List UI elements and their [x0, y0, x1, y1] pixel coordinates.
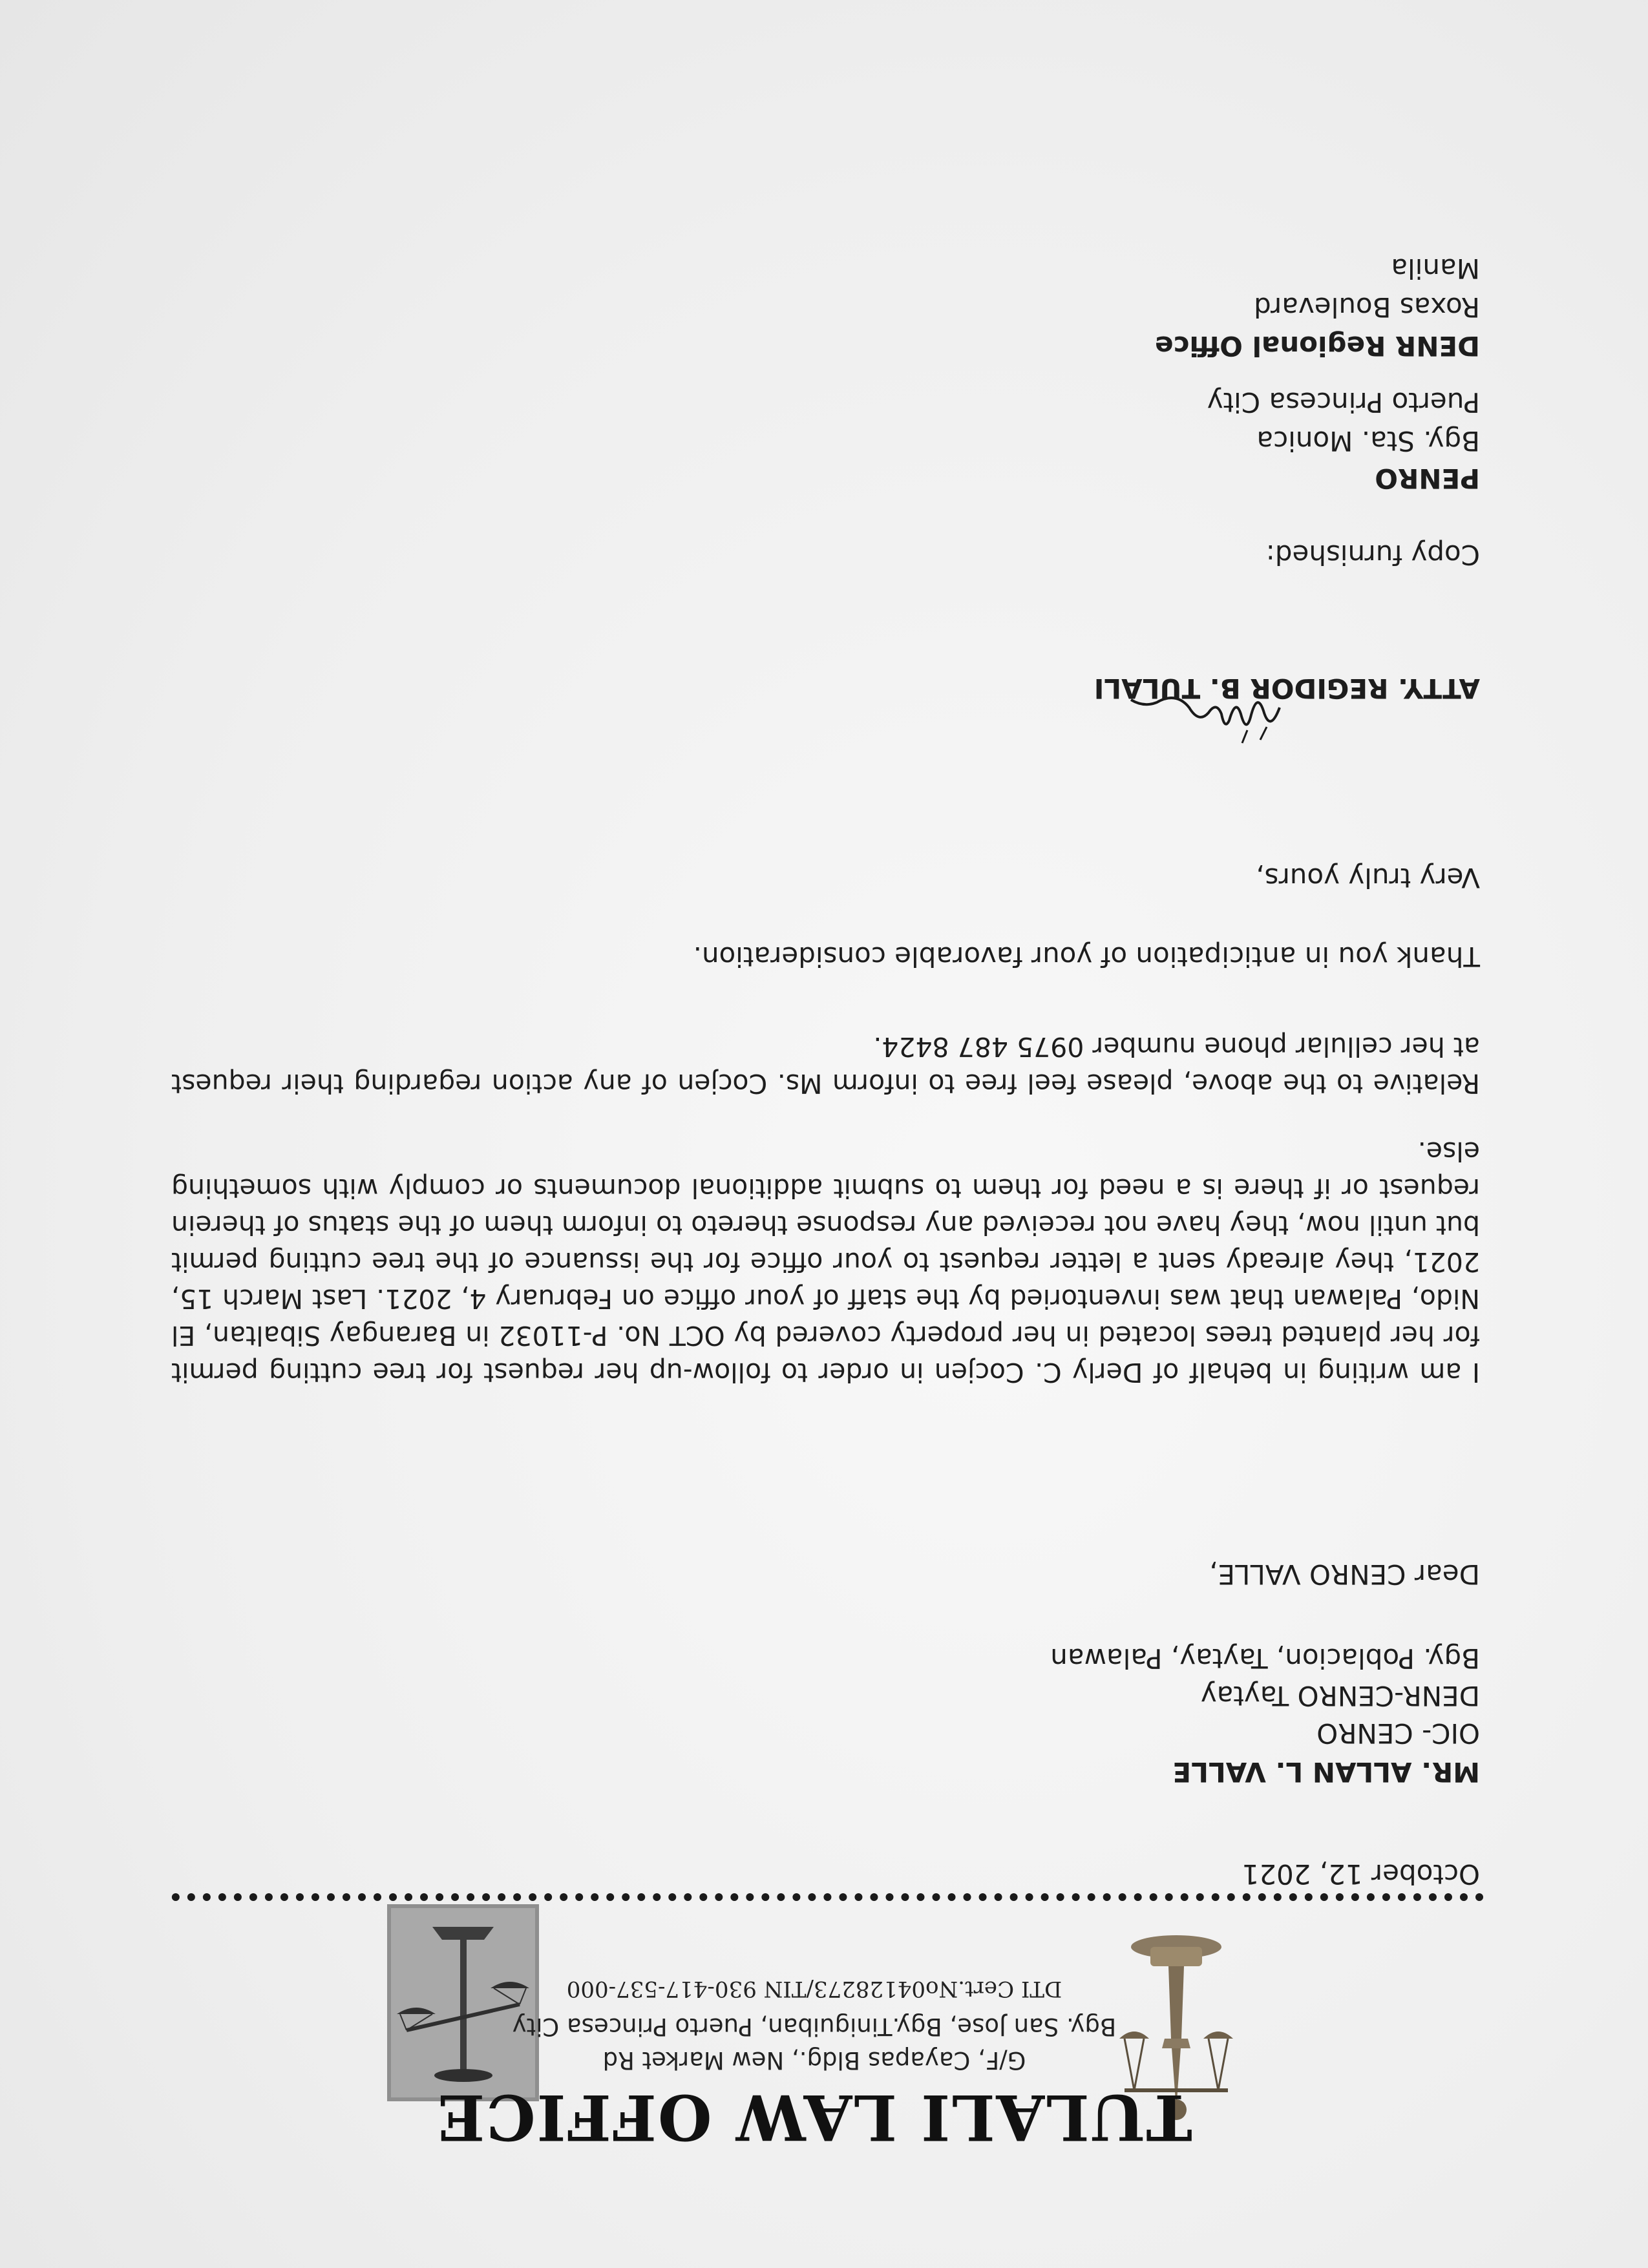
- recipient-office: DENR-CENRO Taytay: [1200, 1680, 1480, 1712]
- cc-recipient-address: Bgy. Sta. Monica: [1256, 425, 1480, 457]
- cc-recipient-address: Roxas Boulevard: [1254, 291, 1480, 323]
- cc-recipient-city: Puerto Princesa City: [1207, 386, 1480, 418]
- recipient-name: MR. ALLAN L. VALLE: [1172, 1756, 1480, 1788]
- letterhead-cert-line: DTI Cert.No04128273/TIN 930-417-537-000: [566, 1976, 1062, 2002]
- salutation: Dear CENRO VALLE,: [1209, 1559, 1480, 1590]
- cc-recipient-name: DENR Regional Office: [1155, 330, 1480, 362]
- letterhead-address-line1: G/F, Cayapas Bldg., New Market Rd: [602, 2046, 1026, 2074]
- closing-line: Very truly yours,: [1256, 862, 1480, 894]
- cc-recipient-name: PENRO: [1375, 463, 1480, 494]
- copy-furnished-label: Copy furnished:: [1265, 539, 1480, 571]
- body-paragraph: I am writing in behalf of Derly C. Cocjen in order to follow-up her request for tree cutting permit for her planted trees located in her property covered by OCT No. P-11032 in Barangay Sibaltan, El Nido, Palawan that was inventoried by the staff of your office on February 4, 2021. Last March 15, 2021, they already sent a letter request to your office for the issuance of the tree cutting permit but until now, they have not received any response thereto to inform them of the status of therein request or if there is a need for them to submit additional documents or comply with something else.: [171, 1136, 1480, 1388]
- relative-paragraph: Relative to the above, please feel free to inform Ms. Cocjen of any action regarding their request at her cellular phone number 0975 487 8424.: [171, 1031, 1480, 1099]
- firm-name: TULALI LAW OFFICE: [436, 2081, 1192, 2154]
- recipient-address: Bgy. Poblacion, Taytay, Palawan: [1050, 1643, 1480, 1674]
- letterhead-divider: [171, 1893, 1483, 1901]
- cc-recipient-city: Manila: [1391, 253, 1480, 284]
- recipient-position: OIC- CENRO: [1316, 1717, 1480, 1749]
- letter-date: October 12, 2021: [1241, 1858, 1480, 1890]
- signatory-name: ATTY. REGIDOR B. TULALI: [1093, 673, 1480, 704]
- thanks-line: Thank you in anticipation of your favorable consideration.: [693, 941, 1480, 972]
- letterhead-address-line2: Bgy. San Jose, Bgy.Tiniguiban, Puerto Princesa City: [512, 2013, 1117, 2041]
